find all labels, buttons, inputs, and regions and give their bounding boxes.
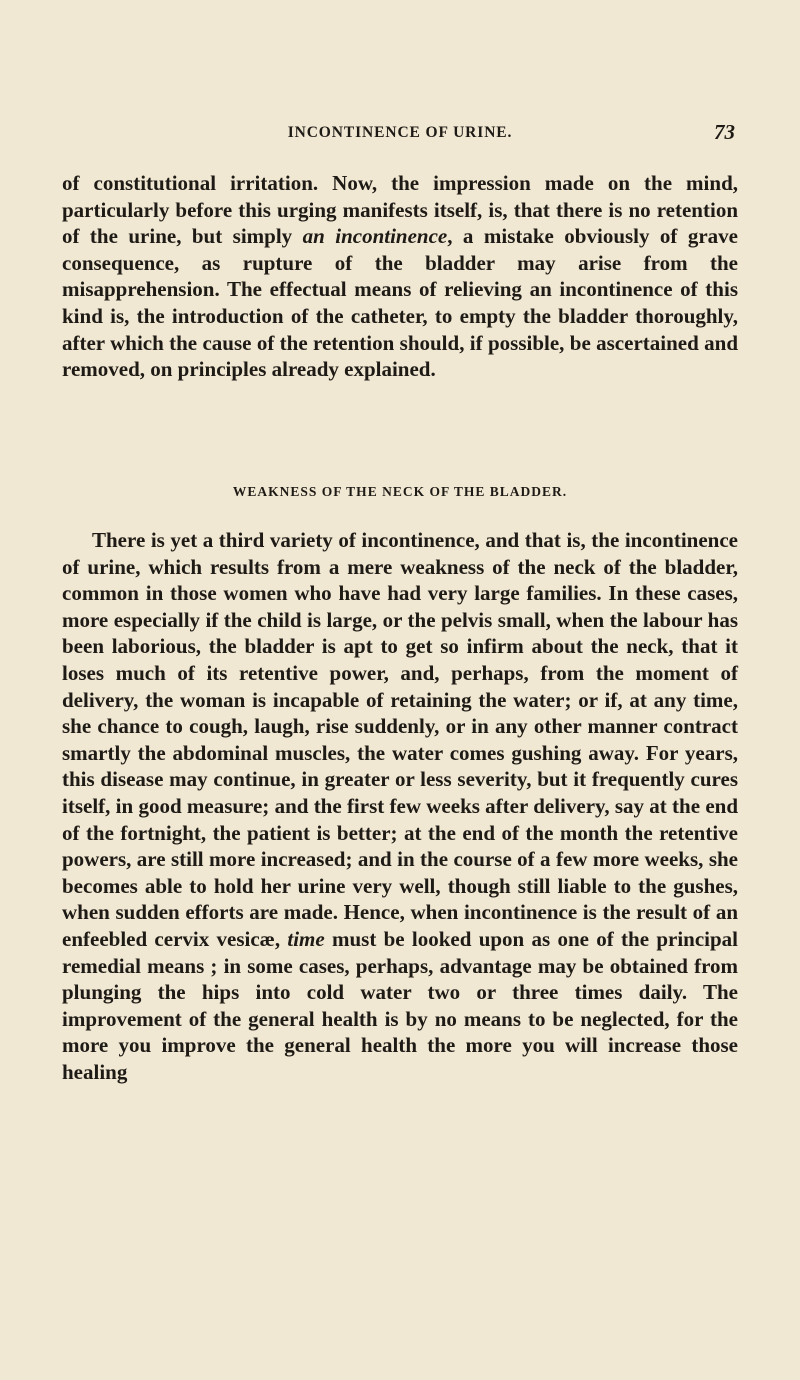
running-head xyxy=(62,120,738,150)
paragraph-retention xyxy=(62,170,738,383)
paragraph-weakness xyxy=(62,527,738,1085)
running-title: INCONTINENCE OF URINE. xyxy=(287,124,513,141)
emphasized-phrase: an incontinence xyxy=(302,224,448,249)
section-heading: WEAKNESS OF THE NECK OF THE BLADDER. xyxy=(232,484,568,499)
emphasized-word: time xyxy=(287,926,325,951)
paragraph-text: , a mistake obviously of grave consequence, as rupture of the bladder may arise from the misapprehension. The effectual means of relieving an incontinence of this kind is, the introduction of the catheter, to empty the bladder thoroughly, after which the cause of the retention should, if possible, be ascertained and removed, on principles already explained. xyxy=(62,224,739,382)
page-number: 73 xyxy=(714,120,735,144)
paragraph-text: must be looked upon as one of the principal remedial means ; in some cases, perhaps, advantage may be obtained from plunging the hips into cold water two or three times daily. The improvement of the general health is by no means to be neglected, for the more you improve the general health the more you will increase those healing xyxy=(62,926,738,1084)
paragraph-text: of constitutional irritation. Now, the impression made on the mind, particularly before this urging manifests itself, is, that there is no retention of the urine, but simply xyxy=(62,171,738,249)
paragraph-text: There is yet a third variety of incontinence, and that is, the incontinence of urine, which results from a mere weakness of the neck of the bladder, common in those women who have had very large families. In these cases, more especially if the child is large, or the pelvis small, when the labour has been laborious, the bladder is apt to get so infirm about the neck, that it loses much of its retentive power, and, perhaps, from the moment of delivery, the woman is incapable of retaining the water; or if, at any time, she chance to cough, laugh, rise suddenly, or in any other manner contract smartly the abdominal muscles, the water comes gushing away. For years, this disease may continue, in greater or less severity, but it frequently cures itself, in good measure; and the first few weeks after delivery, say at the end of the fortnight, the patient is better; at the end of the month the retentive powers, are still more increased; and in the course of a few more weeks, she becomes able to hold her urine very well, though still liable to the gushes, when sudden efforts are made. Hence, when incontinence is the result of an enfeebled cervix vesicæ, xyxy=(62,528,738,951)
